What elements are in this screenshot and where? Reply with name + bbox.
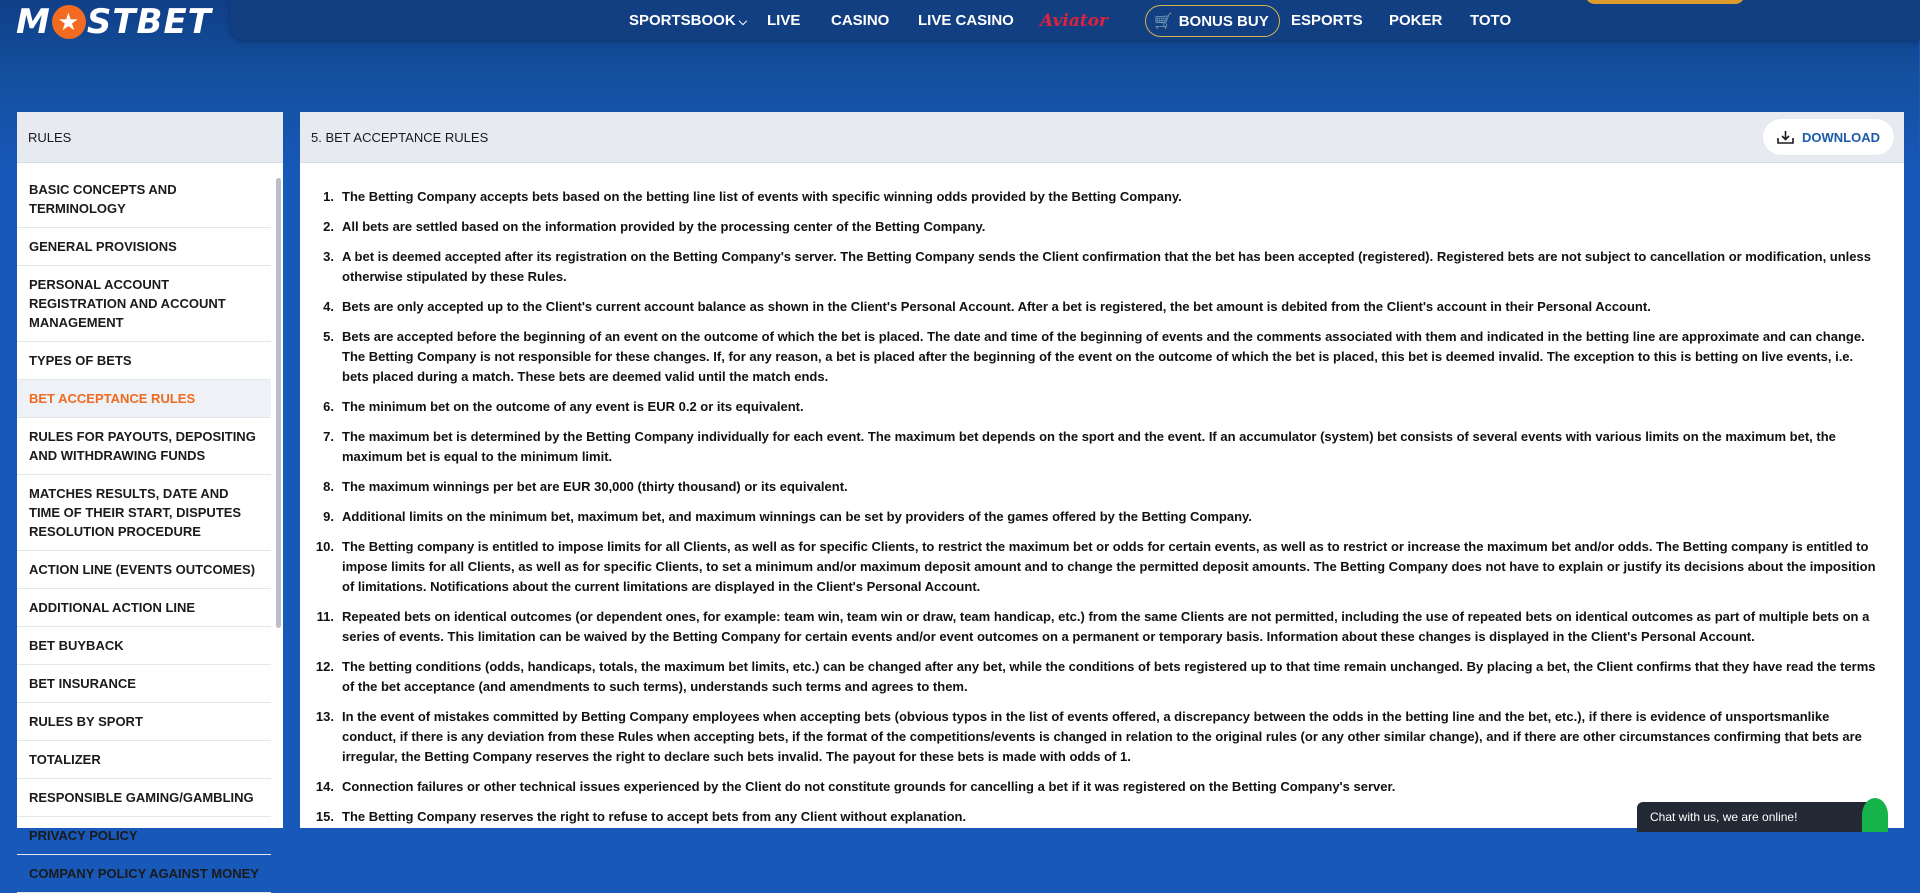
rule-number: 7. <box>323 429 334 444</box>
rule-item <box>315 657 1878 697</box>
rule-item <box>323 427 1878 467</box>
nav-poker[interactable]: POKER <box>1389 12 1443 29</box>
sidebar-item[interactable]: MATCHES RESULTS, DATE AND TIME OF THEIR START, DISPUTES RESOLUTION PROCEDURE <box>17 475 271 551</box>
rule-number: 9. <box>323 509 334 524</box>
rule-item <box>315 777 1878 797</box>
rule-item <box>315 707 1878 767</box>
sidebar-item[interactable]: BET INSURANCE <box>17 665 271 703</box>
cart-icon: 🛒 <box>1154 13 1173 30</box>
sidebar-item[interactable]: ADDITIONAL ACTION LINE <box>17 589 271 627</box>
chat-status-icon[interactable] <box>1862 798 1888 832</box>
nav-live[interactable]: LIVE <box>767 12 801 29</box>
rule-number: 3. <box>323 249 334 264</box>
sidebar-scrollbar[interactable] <box>276 178 281 628</box>
rule-text: A bet is deemed accepted after its registration on the Betting Company's server. The Betting Company sends the Client confirmation that the bet has been accepted (registered). Registered bets are not subject to cancellation or modification, unless otherwise stipulated by these Rules. <box>342 249 1871 284</box>
sidebar-item[interactable]: RULES BY SPORT <box>17 703 271 741</box>
star-icon: ★ <box>52 5 86 39</box>
rule-item <box>323 247 1878 287</box>
sidebar-item[interactable]: TYPES OF BETS <box>17 342 271 380</box>
nav-esports[interactable]: ESPORTS <box>1291 12 1363 29</box>
content-header <box>300 112 1904 163</box>
rule-item <box>323 507 1878 527</box>
chat-label: Chat with us, we are online! <box>1650 810 1798 824</box>
sidebar-item[interactable]: PRIVACY POLICY <box>17 817 271 855</box>
rule-item <box>323 397 1878 417</box>
download-button[interactable] <box>1763 119 1894 155</box>
rule-item <box>323 187 1878 207</box>
rule-number: 5. <box>323 329 334 344</box>
rule-text: Bets are accepted before the beginning of an event on the outcome of which the bet is placed. The date and time of the beginning of events and the comments associated with them and indicated in the betting line are approximate and can change. The Betting Company is not responsible for these changes. If, for any reason, a bet is placed after the beginning of the event on the outcome of which the bet is placed, this bet is deemed invalid. The exception to this is betting on live events, i.e. bets placed during a match. These bets are deemed valid until the match ends. <box>342 329 1865 384</box>
logo-text-right: STBET <box>86 2 212 42</box>
rule-text: The Betting Company reserves the right to refuse to accept bets from any Client without explanation. <box>342 809 967 824</box>
rule-item <box>323 217 1878 237</box>
rule-text: The Betting company is entitled to impose limits for all Clients, as well as for specific Clients, to restrict the maximum bet or odds for certain events, as well as to restrict or increase the maximum bet and/or odds. The Betting company is entitled to impose limits for all Clients, as well as for specific Clients, to set a minimum and/or maximum deposit amount and to change the permitted deposit amounts. The Betting Company does not have to explain or justify its decisions about the imposition of limitations. Notifications about the current limitations are displayed in the Client's Personal Account. <box>342 539 1876 594</box>
sidebar-item[interactable]: BET ACCEPTANCE RULES <box>17 380 271 418</box>
rule-text: Additional limits on the minimum bet, maximum bet, and maximum winnings can be set by providers of the games offered by the Betting Company. <box>342 509 1252 524</box>
rule-number: 11. <box>316 609 334 624</box>
rule-number: 6. <box>323 399 334 414</box>
rule-text: All bets are settled based on the information provided by the processing center of the Betting Company. <box>342 219 986 234</box>
rule-item <box>323 297 1878 317</box>
rule-item <box>316 607 1878 647</box>
rules-sidebar <box>17 112 283 881</box>
logo-text-left: M <box>16 2 51 42</box>
sidebar-item[interactable]: BET BUYBACK <box>17 627 271 665</box>
rule-number: 14. <box>315 779 334 794</box>
rule-text: Connection failures or other technical issues experienced by the Client do not constitute grounds for cancelling a bet if it was registered on the Betting Company's server. <box>342 779 1396 794</box>
rule-text: The minimum bet on the outcome of any event is EUR 0.2 or its equivalent. <box>342 399 804 414</box>
rule-number: 1. <box>323 189 334 204</box>
download-label: DOWNLOAD <box>1802 129 1880 145</box>
nav-casino[interactable]: CASINO <box>831 12 890 29</box>
page-title: 5. BET ACCEPTANCE RULES <box>311 130 489 145</box>
sidebar-item[interactable]: RULES FOR PAYOUTS, DEPOSITING AND WITHDRAWING FUNDS <box>17 418 271 475</box>
download-icon <box>1777 130 1794 145</box>
rule-text: Repeated bets on identical outcomes (or dependent ones, for example: team win, team win or draw, team handicap, etc.) from the same Clients are not permitted, including the use of repeated bets on identical outcomes as part of multiple bets on a series of events. This limitation can be waived by the Betting Company for certain events and/or event outcomes on a permanent or temporary basis. Information about these changes is displayed in the Client's Personal Account. <box>342 609 1870 644</box>
rule-text: The betting conditions (odds, handicaps, totals, the maximum bet limits, etc.) can be changed after any bet, while the conditions of bets registered up to that time remain unchanged. By placing a bet, the Client confirms that they have read the terms of the bet acceptance (and amendments to such terms), understands such terms and agrees to them. <box>342 659 1876 694</box>
main-nav <box>0 0 1919 42</box>
rule-text: The maximum bet is determined by the Betting Company individually for each event. The maximum bet depends on the sport and the event. If an accumulator (system) bet consists of several events with various limits on the maximum bet, the maximum bet is equal to the minimum limit. <box>342 429 1836 464</box>
rules-list <box>300 163 1904 827</box>
sidebar-list <box>17 163 283 893</box>
sidebar-item[interactable]: RESPONSIBLE GAMING/GAMBLING <box>17 779 271 817</box>
rule-item <box>323 327 1878 387</box>
rule-number: 10. <box>315 539 334 554</box>
rule-number: 4. <box>323 299 334 314</box>
chat-widget[interactable] <box>1637 802 1885 832</box>
nav-bonus-buy[interactable] <box>1145 5 1280 37</box>
chevron-down-icon: ⌵ <box>738 16 748 28</box>
sidebar-item[interactable]: ACTION LINE (EVENTS OUTCOMES) <box>17 551 271 589</box>
sidebar-title: RULES <box>17 112 283 163</box>
rule-text: The Betting Company accepts bets based on the betting line list of events with specific winning odds provided by the Betting Company. <box>342 189 1182 204</box>
sidebar-item[interactable]: TOTALIZER <box>17 741 271 779</box>
sidebar-item[interactable]: COMPANY POLICY AGAINST MONEY <box>17 855 271 893</box>
rule-number: 13. <box>315 709 334 724</box>
sidebar-item[interactable]: GENERAL PROVISIONS <box>17 228 271 266</box>
nav-toto[interactable]: TOTO <box>1470 12 1512 29</box>
rule-number: 12. <box>315 659 334 674</box>
nav-label: SPORTSBOOK <box>629 12 736 29</box>
rule-number: 2. <box>323 219 334 234</box>
nav-sportsbook[interactable] <box>629 12 747 29</box>
rule-text: The maximum winnings per bet are EUR 30,000 (thirty thousand) or its equivalent. <box>342 479 848 494</box>
nav-label: BONUS BUY <box>1178 12 1269 30</box>
rules-content-panel <box>300 112 1904 828</box>
rule-text: Bets are only accepted up to the Client's current account balance as shown in the Client's Personal Account. After a bet is registered, the bet amount is debited from the Client's account in their Personal Account. <box>342 299 1651 314</box>
rule-number: 8. <box>323 479 334 494</box>
nav-live-casino[interactable]: LIVE CASINO <box>918 12 1014 29</box>
sidebar-item[interactable]: PERSONAL ACCOUNT REGISTRATION AND ACCOUNT MANAGEMENT <box>17 266 271 342</box>
rule-item <box>323 477 1878 497</box>
rule-item <box>315 537 1878 597</box>
rule-text: In the event of mistakes committed by Betting Company employees when accepting bets (obvious typos in the list of events offered, a discrepancy between the odds in the betting line and the bet, etc.), if there is evidence of unsportsmanlike conduct, if there is any deviation from these Rules when accepting bets, if the format of the competitions/events is changed in relation to the original rules (or any other similar change), and if there are other circumstances confirming that bets are irregular, the Betting Company reserves the right to declare such bets invalid. The payout for these bets is made with odds of 1. <box>342 709 1862 764</box>
sidebar-item[interactable]: BASIC CONCEPTS AND TERMINOLOGY <box>17 171 271 228</box>
nav-aviator[interactable]: Aviator <box>1040 11 1108 31</box>
rule-number: 15. <box>315 809 334 824</box>
